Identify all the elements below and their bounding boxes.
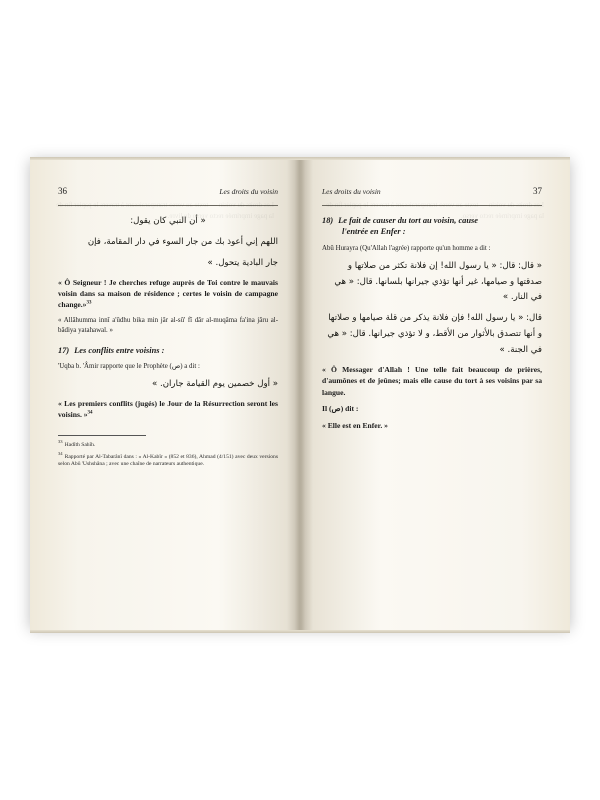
arabic-line-1: « أن النبي كان يقول: <box>130 216 206 226</box>
left-page-header <box>58 186 278 204</box>
arabic-hadith-right-1: « قال: قال: « يا رسول الله! إن فلانة تكثر من صلاتها و صدقتها و صيامها، غير أنها تؤذي جيرانها بلسانها. قال: « هي في النار. » <box>334 260 542 303</box>
hadith-translation-text-left: « Les premiers conflits (jugés) le Jour de la Résurrection seront les voisins. » <box>58 399 278 420</box>
arabic-hadith-left: « أول خصمين يوم القيامة جاران. » <box>152 379 278 390</box>
footnote-34-number: 34 <box>58 450 63 456</box>
footnote-ref-34: 34 <box>87 410 93 416</box>
right-page <box>300 160 570 630</box>
header-rule-left <box>58 205 278 206</box>
arabic-hadith-right-2: قال: « يا رسول الله! فإن فلانة يذكر من قلة صيامها و صلاتها و أنها تتصدق بالأثوار من الأقط، و لا تؤذي جيرانها. قال: « هي في الجنة. » <box>327 313 542 356</box>
running-title-left: Les droits du voisin <box>219 187 278 196</box>
section-title-18-line2: l'entrée en Enfer : <box>342 227 406 237</box>
transliteration-1: « Allâhumma innî a'ûdhu bika min jâr al-sû' fî dâr al-muqâma fa'ina jâru al-bâdiya yatahawal. » <box>58 316 278 334</box>
page-number-right: 37 <box>533 186 542 196</box>
header-rule-right <box>322 205 542 206</box>
open-book <box>30 160 570 630</box>
arabic-line-3: جار البادية يتحول. » <box>207 257 278 268</box>
section-number-18: 18) <box>322 216 334 225</box>
section-title-17: Les conflits entre voisins : <box>74 345 165 355</box>
right-page-body <box>322 215 542 431</box>
footnote-ref-33: 33 <box>86 300 92 306</box>
footnote-34-text: Rapporté par Al-Tabarânî dans : « Al-Kabîr » (852 et 836), Ahmad (4/151) avec deux versions selon Abû 'Ushshâna ; avec une chaîne de narrateurs authentique. <box>58 453 278 468</box>
translation-right-2: Il (ص) dit : <box>322 404 359 414</box>
hadith-translation-left <box>58 398 278 421</box>
left-page-body <box>58 214 278 469</box>
running-title-right: Les droits du voisin <box>322 187 381 196</box>
right-page-showthrough: Les droits du voisin — texte au verso transparaissant à travers le papier fin de la page imprimée recto verso. <box>326 201 544 220</box>
translation-paragraph-1 <box>58 277 278 311</box>
footnote-34 <box>58 451 278 469</box>
footnote-33-number: 33 <box>58 438 63 444</box>
section-heading-18 <box>322 215 542 238</box>
translation-text-1: « Ô Seigneur ! Je cherches refuge auprès de Toi contre le mauvais voisin dans sa maison de résidence ; certes le voisin de campagne change.» <box>58 277 278 310</box>
left-page-showthrough: Les droits du voisin — texte au verso transparaissant à travers le papier fin de la page imprimée recto verso du livre. <box>56 201 274 220</box>
arabic-line-2: اللهم إني أعوذ بك من جار السوء في دار المقامة، فإن <box>87 236 278 247</box>
page-number-left: 36 <box>58 186 67 196</box>
narrator-line-right: Abû Hurayra (Qu'Allah l'agrée) rapporte qu'un homme a dit : <box>322 244 491 252</box>
section-heading-17 <box>58 345 278 356</box>
right-page-header <box>322 186 542 204</box>
narrator-line-left: 'Uqba b. 'Âmir rapporte que le Prophète (ص) a dit : <box>58 363 200 371</box>
footnote-separator <box>58 435 146 436</box>
footnote-33-text: Hadîth Sahîh. <box>64 441 96 448</box>
footnotes-left <box>58 439 278 469</box>
final-quote-right: « Elle est en Enfer. » <box>322 420 388 430</box>
left-page <box>30 160 300 630</box>
section-title-18-line1: Le fait de causer du tort au voisin, cause <box>338 216 478 225</box>
translation-right-1: « Ô Messager d'Allah ! Une telle fait beaucoup de prières, d'aumônes et de jeûnes; mais elle cause du tort à ses voisins par sa langue. <box>322 365 542 397</box>
section-number-17: 17) <box>58 345 70 355</box>
footnote-33 <box>58 439 278 449</box>
